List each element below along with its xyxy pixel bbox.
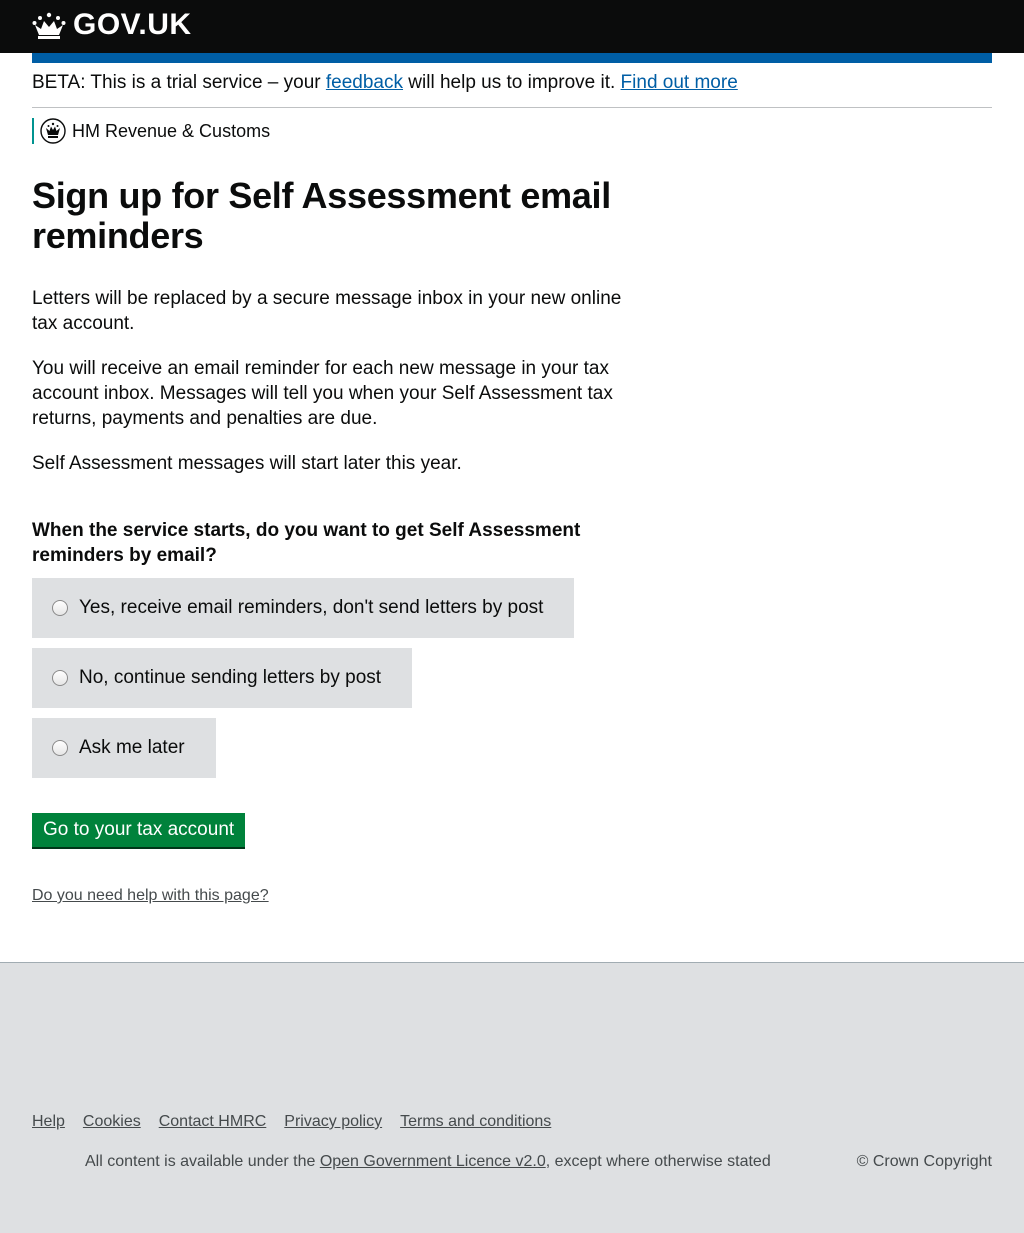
feedback-link[interactable]: feedback [325,72,404,93]
help-with-page-link[interactable]: Do you need help with this page? [32,887,269,904]
hmrc-crest-icon [40,118,66,144]
licence-suffix: , except where otherwise stated [545,1153,771,1170]
radio-button[interactable] [52,740,68,756]
paragraph-2: You will receive an email reminder for each new message in your tax account inbox. Messages will tell you when your Self Assessment tax returns, payments and penalties are due. [32,358,613,429]
crown-copyright: © Crown Copyright [856,1153,992,1170]
radio-option-no[interactable] [32,648,412,708]
beta-banner [32,72,992,108]
radio-option-yes[interactable] [32,578,574,638]
footer-link-cookies[interactable]: Cookies [82,1113,141,1130]
organisation-banner [32,118,270,144]
licence-text [85,1153,771,1171]
footer-link-help[interactable]: Help [32,1113,65,1130]
question-legend: When the service starts, do you want to get Self Assessment reminders by email? [32,520,581,566]
footer-link-contact-hmrc[interactable]: Contact HMRC [158,1113,267,1130]
paragraph-1: Letters will be replaced by a secure message inbox in your new online tax account. [32,288,622,334]
footer-link-terms[interactable]: Terms and conditions [400,1113,552,1130]
govuk-logo-link[interactable] [32,8,192,42]
radio-button[interactable] [52,600,68,616]
govuk-logo-text: GOV.UK [73,8,192,41]
footer-links [32,1113,569,1131]
radio-label-yes: Yes, receive email reminders, don't send letters by post [79,597,544,618]
site-footer [0,962,1024,1233]
organisation-name: HM Revenue & Customs [72,120,271,141]
header-blue-bar [32,53,992,63]
go-to-tax-account-button[interactable]: Go to your tax account [32,813,245,847]
main-content [32,176,642,905]
crown-icon [32,12,66,39]
site-header [0,0,1024,53]
beta-text-middle: will help us to improve it. [403,72,621,93]
radio-option-ask-later[interactable] [32,718,216,778]
radio-label-ask-later: Ask me later [79,737,185,758]
beta-text-prefix: BETA: This is a trial service – your [32,72,326,93]
footer-link-privacy-policy[interactable]: Privacy policy [284,1113,383,1130]
find-out-more-link[interactable]: Find out more [620,72,738,93]
radio-button[interactable] [52,670,68,686]
page-title: Sign up for Self Assessment email reminders [32,175,611,256]
paragraph-3: Self Assessment messages will start later this year. [32,453,462,474]
open-government-licence-link[interactable]: Open Government Licence v2.0 [319,1153,546,1170]
radio-label-no: No, continue sending letters by post [79,667,382,688]
licence-prefix: All content is available under the [85,1153,320,1170]
